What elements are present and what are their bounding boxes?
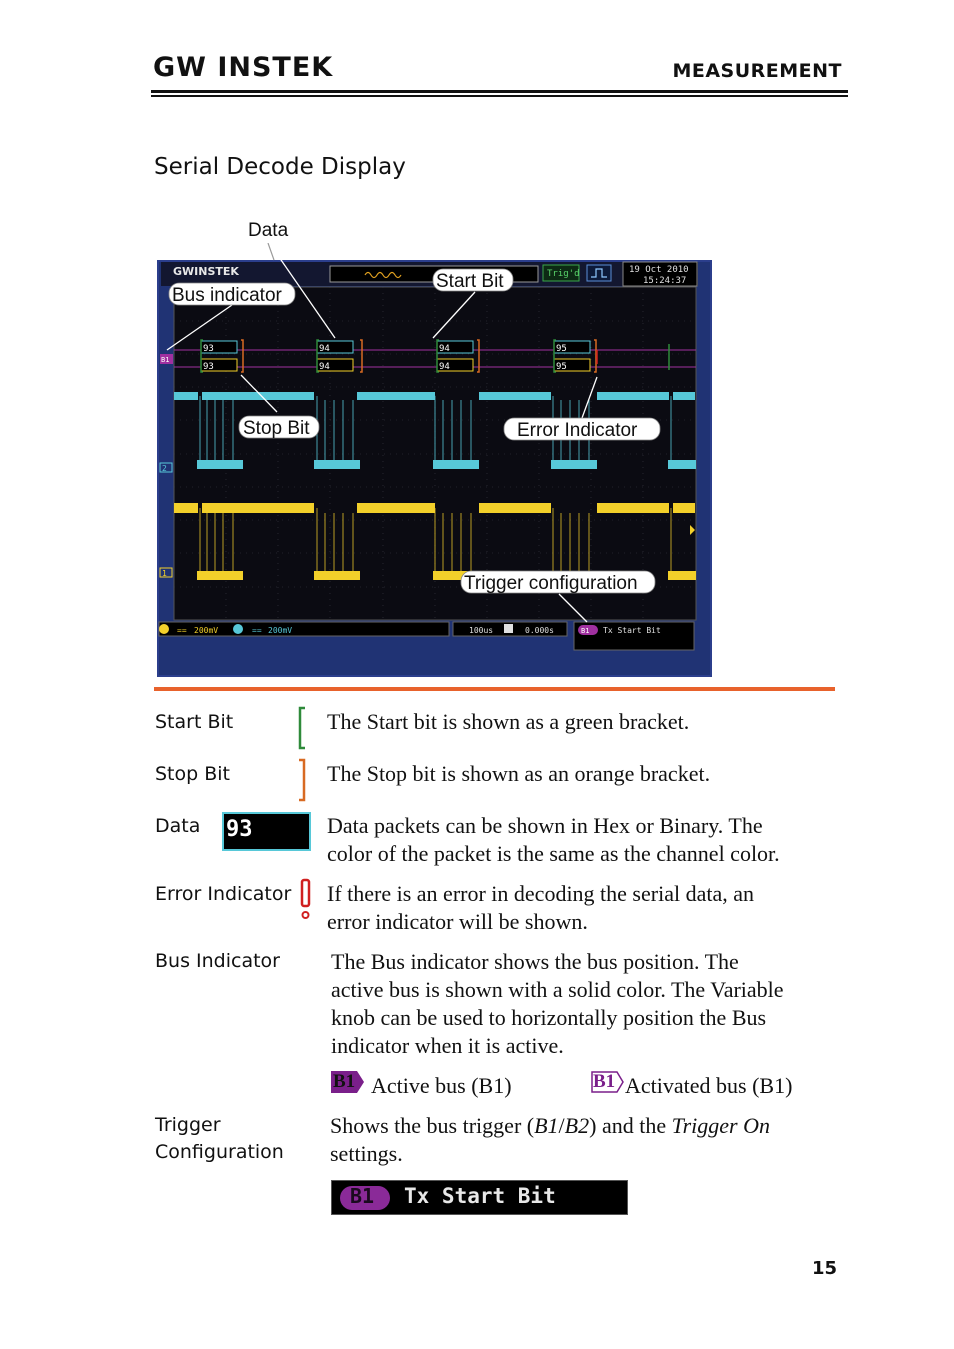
term-bus-indicator: Bus Indicator xyxy=(155,950,280,972)
svg-text:94: 94 xyxy=(439,344,450,354)
svg-text:Trigger configuration: Trigger configuration xyxy=(464,573,638,594)
term-start-bit: Start Bit xyxy=(155,711,234,733)
svg-text:95: 95 xyxy=(556,344,567,354)
desc-bus-line1: The Bus indicator shows the bus position. The xyxy=(331,949,739,974)
bus-indicator-label: B1 xyxy=(161,356,170,364)
svg-text:94: 94 xyxy=(319,362,330,372)
callout-data-label: Data xyxy=(248,220,289,241)
active-bus-label: Active bus (B1) xyxy=(371,1073,512,1098)
desc-start-bit: The Start bit is shown as a green bracket. xyxy=(327,709,690,734)
horizontal-position-icon xyxy=(504,624,513,633)
activated-bus-icon: B1 xyxy=(591,1071,625,1093)
brand-logo: GW INSTEK xyxy=(153,52,334,83)
stop-bit-bracket-icon xyxy=(296,758,308,802)
callout-data-pointer xyxy=(262,243,282,263)
ch2-status-icon xyxy=(233,624,243,634)
callout-bus-indicator xyxy=(169,283,295,306)
header-rule-thin xyxy=(151,95,848,97)
svg-text:Bus indicator: Bus indicator xyxy=(172,285,282,306)
desc-error-line2: error indicator will be shown. xyxy=(327,909,588,934)
svg-text:Stop Bit: Stop Bit xyxy=(243,418,310,439)
trigger-status-text: Trig'd xyxy=(547,269,580,279)
trigger-config-text: Tx Start Bit xyxy=(404,1184,556,1208)
oscilloscope-screenshot xyxy=(157,260,712,677)
svg-text:B1: B1 xyxy=(581,627,590,635)
page-title: Serial Decode Display xyxy=(154,154,406,180)
desc-data-line1: Data packets can be shown in Hex or Binary. The xyxy=(327,813,763,838)
header-rule xyxy=(151,90,848,93)
svg-text:93: 93 xyxy=(203,362,214,372)
svg-text:95: 95 xyxy=(556,362,567,372)
term-error-indicator: Error Indicator xyxy=(155,883,292,905)
screen-brand: GWINSTEK xyxy=(173,265,239,278)
term-stop-bit: Stop Bit xyxy=(155,763,230,785)
callout-stop-bit xyxy=(239,416,319,439)
callout-trigger-configuration xyxy=(461,571,655,594)
desc-bus-line2: active bus is shown with a solid color. The Variable xyxy=(331,977,784,1002)
term-data: Data xyxy=(155,815,201,837)
trigger-config-badge: B1 Tx Start Bit xyxy=(331,1180,628,1215)
ch2-scale: 200mV xyxy=(268,626,293,635)
svg-text:94: 94 xyxy=(439,362,450,372)
trigger-info: Tx Start Bit xyxy=(603,626,661,635)
ch1-status-icon xyxy=(159,624,169,634)
svg-text:94: 94 xyxy=(319,344,330,354)
desc-bus-line3: knob can be used to horizontally position the Bus xyxy=(331,1005,767,1030)
active-bus-icon: B1 xyxy=(331,1071,365,1093)
start-bit-bracket-icon xyxy=(296,706,308,750)
trigger-edge-icon xyxy=(587,265,611,281)
page-number: 15 xyxy=(812,1258,838,1279)
desc-trigger-line2: settings. xyxy=(330,1141,403,1166)
desc-error-line1: If there is an error in decoding the serial data, an xyxy=(327,881,754,906)
svg-text:Start Bit: Start Bit xyxy=(436,271,504,292)
timebase-value: 100us xyxy=(469,626,494,635)
callout-error-indicator xyxy=(504,418,660,441)
screen-date: 19 Oct 2010 xyxy=(629,265,689,275)
data-packet-value: 93 xyxy=(226,817,253,842)
desc-data-line2: color of the packet is the same as the channel color. xyxy=(327,841,780,866)
screen-time: 15:24:37 xyxy=(643,276,687,286)
term-trigger-line2: Configuration xyxy=(155,1141,284,1163)
svg-text:2: 2 xyxy=(162,464,167,473)
activated-bus-label: Activated bus (B1) xyxy=(625,1073,793,1098)
term-trigger-line1: Trigger xyxy=(155,1114,221,1136)
svg-text:==: == xyxy=(177,626,187,635)
error-indicator-icon xyxy=(298,878,314,922)
desc-bus-line4: indicator when it is active. xyxy=(331,1033,564,1058)
ch1-scale: 200mV xyxy=(194,626,219,635)
svg-text:1: 1 xyxy=(162,569,167,578)
svg-text:==: == xyxy=(252,626,262,635)
section-divider xyxy=(154,687,835,691)
data-packet-icon xyxy=(222,812,311,851)
callout-start-bit xyxy=(433,269,513,292)
svg-text:Error Indicator: Error Indicator xyxy=(517,420,638,441)
desc-stop-bit: The Stop bit is shown as an orange bracket. xyxy=(327,761,711,786)
position-value: 0.000s xyxy=(525,626,554,635)
section-title: MEASUREMENT xyxy=(672,60,842,82)
svg-text:93: 93 xyxy=(203,344,214,354)
desc-trigger-line1: Shows the bus trigger (B1/B2) and the Trigger On xyxy=(330,1113,771,1138)
